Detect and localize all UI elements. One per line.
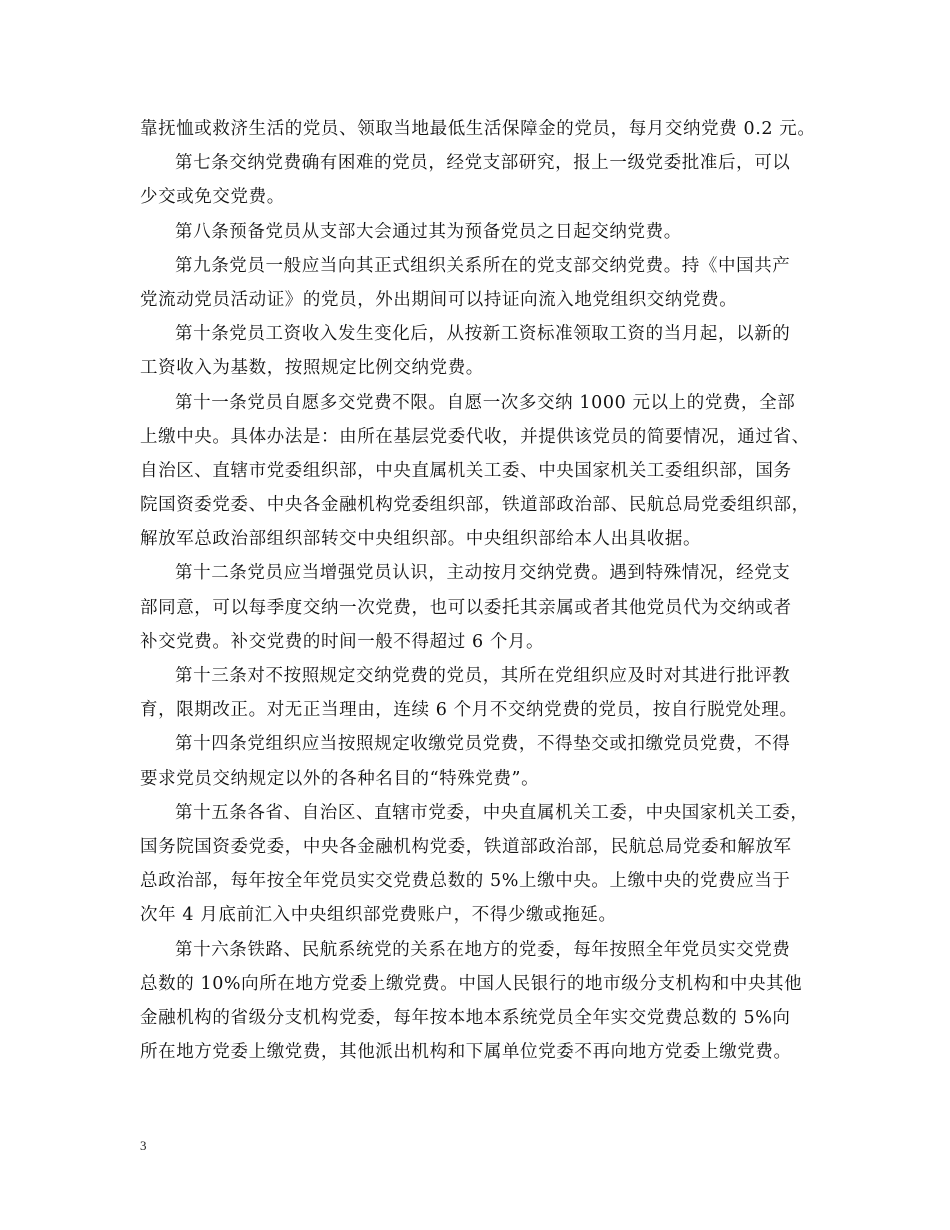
text-line: 第十四条党组织应当按照规定收缴党员党费，不得垫交或扣缴党员党费，不得 [175,734,791,755]
text-line: 要求党员交纳规定以外的各种名目的“特殊党费”。 [140,768,540,789]
text-line: 总数的 10%向所在地方党委上缴党费。中国人民银行的地市级分支机构和中央其他 [140,973,803,994]
document-body [140,112,820,1069]
text-line: 第十三条对不按照规定交纳党费的党员，其所在党组织应及时对其进行批评教 [175,666,791,686]
text-line: 育，限期改正。对无正当理由，连续 6 个月不交纳党费的党员，按自行脱党处理。 [140,700,798,721]
text-line: 上缴中央。具体办法是：由所在基层党委代收，并提供该党员的简要情况，通过省、 [140,426,810,447]
text-line: 第十六条铁路、民航系统党的关系在地方的党委，每年按照全年党员实交党费 [175,939,791,960]
text-line: 第十五条各省、自治区、直辖市党委，中央直属机关工委，中央国家机关工委， [175,802,809,823]
page-number: 3 [140,1138,147,1153]
text-line: 第十二条党员应当增强党员认识，主动按月交纳党费。遇到特殊情况，经党支 [175,563,791,584]
text-line: 金融机构的省级分支机构党委，每年按本地本系统党员全年实交党费总数的 5%向 [140,1007,791,1028]
text-line: 第十条党员工资收入发生变化后，从按新工资标准领取工资的当月起，以新的 [175,324,791,345]
text-line: 补交党费。补交党费的时间一般不得超过 6 个月。 [140,631,545,652]
text-line: 院国资委党委、中央各金融机构党委组织部，铁道部政治部、民航总局党委组织部， [140,495,810,516]
text-line: 第七条交纳党费确有困难的党员，经党支部研究，报上一级党委批准后，可以 [175,153,791,174]
text-line: 少交或免交党费。 [140,187,285,208]
text-line: 次年 4 月底前汇入中央组织部党费账户，不得少缴或拖延。 [140,905,617,926]
text-line: 所在地方党委上缴党费，其他派出机构和下属单位党委不再向地方党委上缴党费。 [140,1042,792,1063]
text-line: 自治区、直辖市党委组织部，中央直属机关工委、中央国家机关工委组织部，国务 [140,460,792,481]
text-line: 第十一条党员自愿多交党费不限。自愿一次多交纳 1000 元以上的党费，全部 [175,392,796,413]
text-line: 解放军总政治部组织部转交中央组织部。中央组织部给本人出具收据。 [140,529,702,550]
text-line: 工资收入为基数，按照规定比例交纳党费。 [140,358,484,379]
text-line: 第八条预备党员从支部大会通过其为预备党员之日起交纳党费。 [175,221,682,242]
text-line: 第九条党员一般应当向其正式组织关系所在的党支部交纳党费。持《中国共产 [175,255,791,276]
text-line: 党流动党员活动证》的党员，外出期间可以持证向流入地党组织交纳党费。 [140,289,738,310]
text-line: 国务院国资委党委，中央各金融机构党委，铁道部政治部，民航总局党委和解放军 [140,836,792,857]
text-line: 靠抚恤或救济生活的党员、领取当地最低生活保障金的党员，每月交纳党费 0.2 元。 [140,119,816,139]
text-line: 总政治部，每年按全年党员实交党费总数的 5%上缴中央。上缴中央的党费应当于 [140,871,791,892]
text-line: 部同意，可以每季度交纳一次党费，也可以委托其亲属或者其他党员代为交纳或者 [140,597,792,618]
